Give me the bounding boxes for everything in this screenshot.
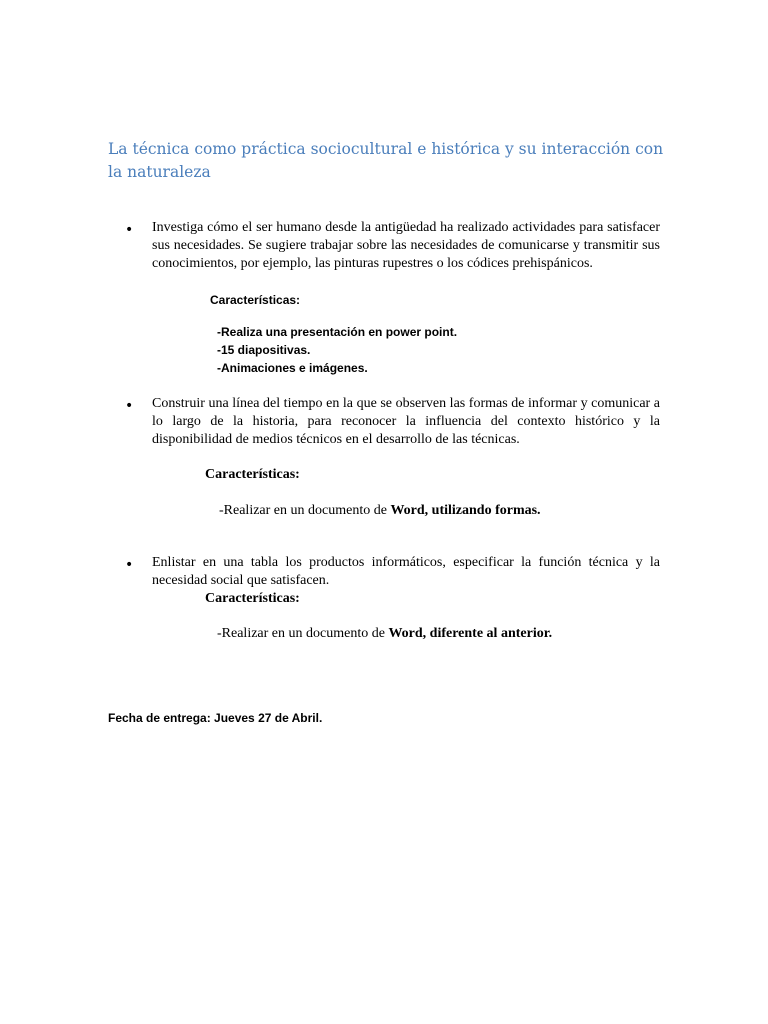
task-2-text: Construir una línea del tiempo en la que se observen las formas de informar y comunicar a lo largo de la historia, para reconocer la influencia del contexto histórico y la disponibilidad de medios técnicos en el desarrollo de las técnicas. bbox=[152, 396, 660, 448]
task-3-text: Enlistar en una tabla los productos informáticos, especificar la función técnica y la necesidad social que satisfacen. bbox=[152, 555, 660, 589]
task-1-feature-1: -Realiza una presentación en power point. bbox=[217, 325, 458, 339]
bullet-icon: • bbox=[125, 557, 134, 573]
task-1-feature-3: -Animaciones e imágenes. bbox=[217, 361, 368, 375]
task-1-feature-2: -15 diapositivas. bbox=[217, 343, 311, 357]
document-title: La técnica como práctica sociocultural e histórica y su interacción con la naturaleza bbox=[108, 140, 664, 181]
task-3-features-label: Características: bbox=[205, 591, 300, 606]
bullet-icon: • bbox=[125, 398, 134, 414]
task-3-feature-bold: Word, diferente al anterior. bbox=[388, 626, 553, 641]
task-2-feature-prefix: -Realizar en un documento de bbox=[219, 503, 391, 518]
task-1-text: Investiga cómo el ser humano desde la antigüedad ha realizado actividades para satisfacer sus necesidades. Se sugiere trabajar sobre las necesidades de comunicarse y transmitir sus conocimientos, por ejemplo, las pinturas rupestres o los códices prehispánicos. bbox=[152, 220, 660, 272]
due-date: Fecha de entrega: Jueves 27 de Abril. bbox=[108, 711, 323, 725]
task-2-features-label: Características: bbox=[205, 467, 300, 482]
task-2-feature-bold: Word, utilizando formas. bbox=[390, 503, 541, 518]
task-3-feature bbox=[217, 625, 552, 643]
task-2-feature bbox=[219, 502, 541, 520]
bullet-icon: • bbox=[125, 222, 134, 238]
task-3-feature-prefix: -Realizar en un documento de bbox=[217, 626, 389, 641]
task-1-features-label: Características: bbox=[210, 293, 301, 307]
